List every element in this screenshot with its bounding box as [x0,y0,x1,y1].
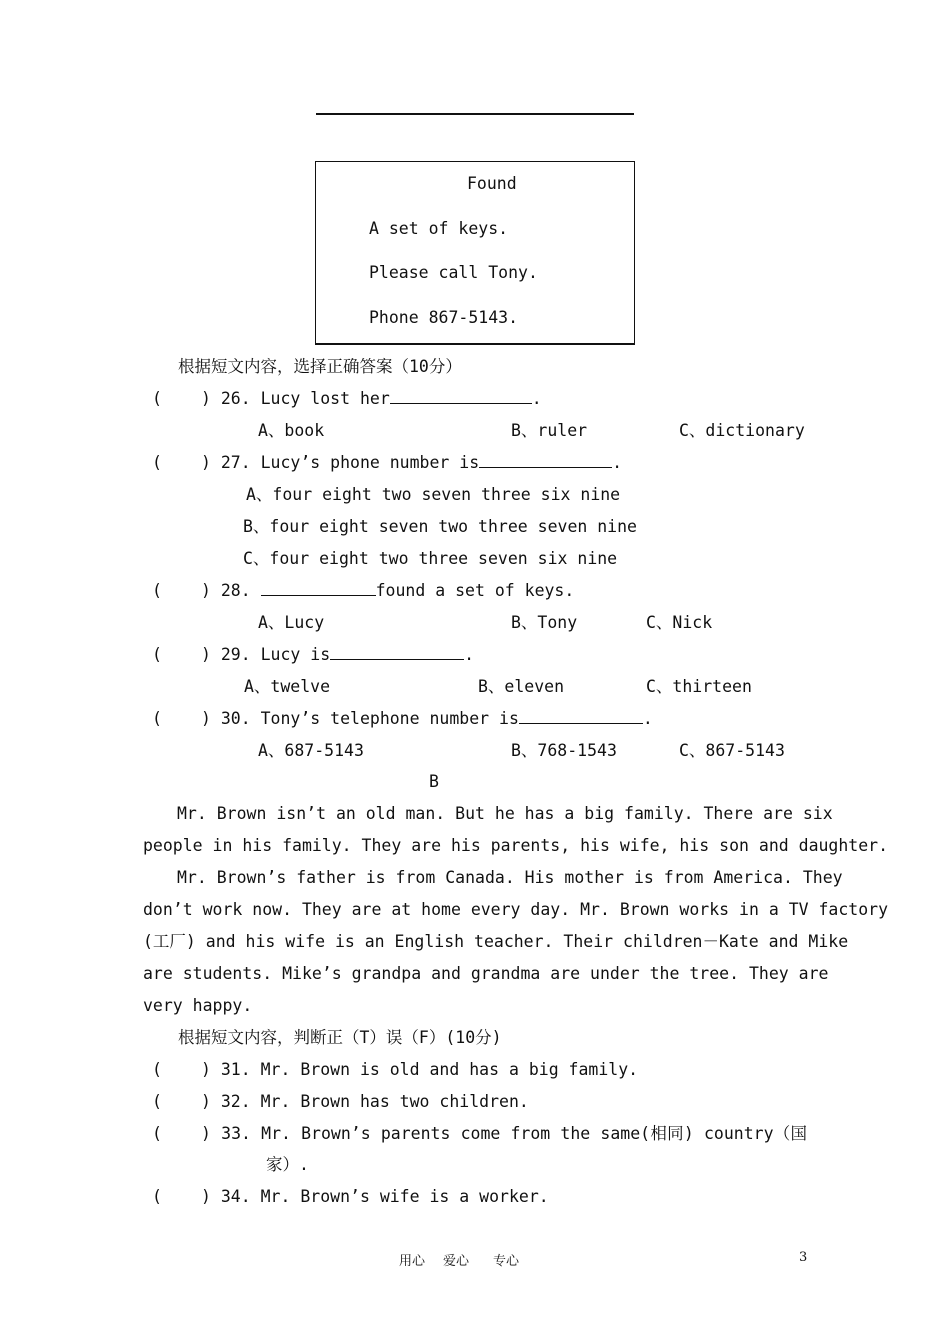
q33-stem: 33. Mr. Brown’s parents come from the same(相同) country（国 [221,1124,808,1143]
passage-line: don’t work now. They are at home every day. Mr. Brown works in a TV factory [143,900,889,919]
q27-stem: 27. Lucy’s phone number is [220,453,480,472]
notice-line-1: A set of keys. [369,219,509,238]
q28-option-b: B、Tony [511,613,578,632]
q31-paren-open: ( [152,1060,162,1079]
page-number: 3 [799,1250,808,1265]
q30-stem-end: . [642,709,653,728]
question-33 [201,1124,807,1144]
q26-stem-end: . [531,389,542,408]
q34-paren-open: ( [152,1187,162,1206]
question-28 [201,581,574,601]
q27-answer-blank[interactable] [479,453,612,468]
passage-line: are students. Mike’s grandpa and grandma are under the tree. They are [143,964,829,983]
q29-paren-open: ( [152,645,162,664]
found-notice-box [315,161,635,345]
q27-stem-end: . [612,453,623,472]
q30-answer-blank[interactable] [519,709,643,724]
question-29 [201,645,474,665]
q31-paren-close: ) [201,1060,211,1079]
section-a-instruction: 根据短文内容，选择正确答案（10分） [178,357,462,376]
q29-stem-end: . [464,645,475,664]
question-30 [201,709,653,729]
q29-option-a: A、twelve [244,677,331,696]
q26-option-c: C、dictionary [679,421,805,440]
passage-b [143,798,889,1022]
passage-line: Mr. Brown isn’t an old man. But he has a big family. There are six [177,804,833,823]
q28-paren-open: ( [152,581,162,600]
passage-line: people in his family. They are his parents, his wife, his son and daughter. [143,836,889,855]
q30-paren-close: ) [201,709,211,728]
section-b-heading: B [429,772,439,791]
q26-answer-blank[interactable] [390,389,532,404]
q29-option-c: C、thirteen [646,677,752,696]
q33-paren-open: ( [152,1124,162,1143]
q29-stem: 29. Lucy is [220,645,331,664]
q29-answer-blank[interactable] [330,645,464,660]
q26-stem: 26. Lucy lost her [220,389,390,408]
q34-paren-close: ) [201,1187,211,1206]
title-underline [316,113,634,115]
q28-stem: found a set of keys. [375,581,575,600]
footer-motto-2: 爱心 [443,1254,470,1269]
q32-stem: 32. Mr. Brown has two children. [220,1092,529,1111]
q30-stem: 30. Tony’s telephone number is [220,709,519,728]
q27-paren-close: ) [201,453,211,472]
q32-paren-close: ) [201,1092,211,1111]
question-26 [201,389,542,409]
question-31 [201,1060,638,1080]
notice-line-2: Please call Tony. [369,263,538,282]
q30-option-b: B、768-1543 [511,741,617,760]
q32-paren-open: ( [152,1092,162,1111]
question-34 [201,1187,549,1207]
notice-title: Found [467,174,517,193]
question-27 [201,453,622,473]
q33-paren-close: ) [201,1124,211,1143]
q28-option-a: A、Lucy [258,613,325,632]
q31-stem: 31. Mr. Brown is old and has a big family. [220,1060,639,1079]
passage-line: (工厂) and his wife is an English teacher. Their children－Kate and Mike [143,932,849,951]
section-b-instruction: 根据短文内容，判断正（T）误（F）(10分) [178,1028,502,1047]
q28-answer-blank[interactable] [261,581,376,596]
q33-stem-continued: 家）. [266,1155,309,1174]
q28-option-c: C、Nick [646,613,713,632]
q29-option-b: B、eleven [478,677,565,696]
q27-option-b: B、four eight seven two three seven nine [243,517,637,536]
question-32 [201,1092,529,1112]
q28-paren-close: ) [201,581,211,600]
q28-number: 28. [220,581,251,600]
q27-option-a: A、four eight two seven three six nine [246,485,621,504]
notice-line-3: Phone 867-5143. [369,308,519,327]
q26-option-a: A、book [258,421,325,440]
q26-paren-open: ( [152,389,162,408]
q34-stem: 34. Mr. Brown’s wife is a worker. [220,1187,549,1206]
q26-option-b: B、ruler [511,421,588,440]
q30-paren-open: ( [152,709,162,728]
q26-paren-close: ) [201,389,211,408]
q29-paren-close: ) [201,645,211,664]
q27-option-c: C、four eight two three seven six nine [243,549,618,568]
q30-option-a: A、687-5143 [258,741,364,760]
footer-motto-3: 专心 [493,1254,520,1269]
q27-paren-open: ( [152,453,162,472]
passage-line: Mr. Brown’s father is from Canada. His mother is from America. They [177,868,843,887]
passage-line: very happy. [143,996,253,1015]
q30-option-c: C、867-5143 [679,741,785,760]
footer-motto-1: 用心 [399,1254,426,1269]
